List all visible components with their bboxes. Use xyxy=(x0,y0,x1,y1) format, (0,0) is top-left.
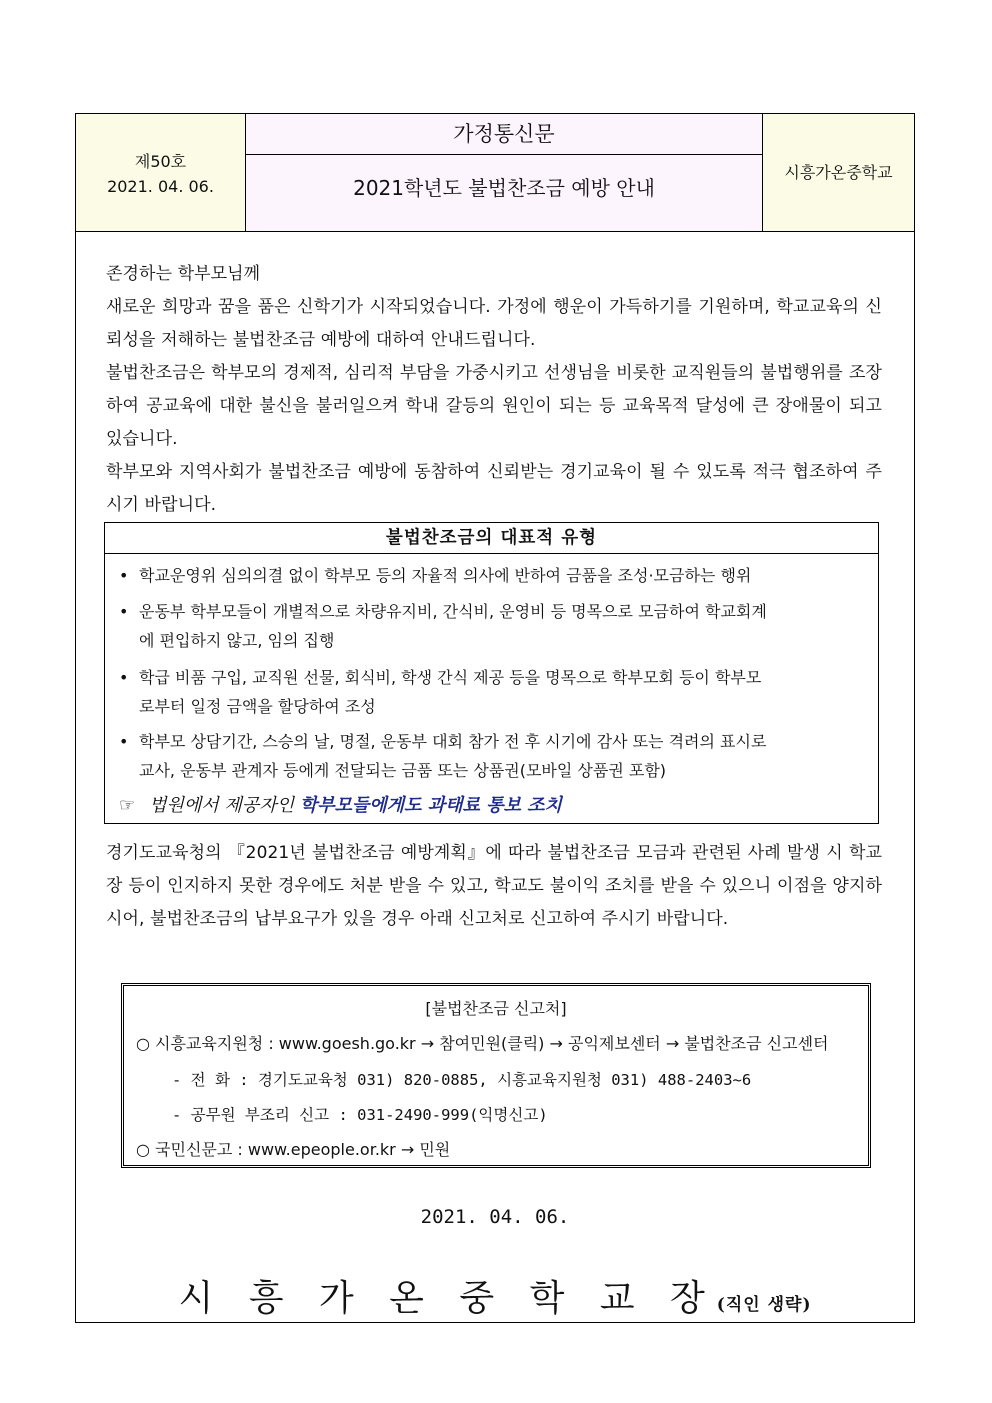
paragraph-2: 불법찬조금은 학부모의 경제적, 심리적 부담을 가중시키고 선생님을 비롯한 교직원들의 불법행위를 조장하여 공교육에 대한 불신을 불러일으켜 학내 갈등의 원인이 되는 등 교육목적 달성에 큰 장애물이 되고 있습니다. xyxy=(106,363,882,449)
issue-number: 제50호 xyxy=(134,152,187,171)
list-item: • 학부모 상담기간, 스승의 날, 명절, 운동부 대회 참가 전 후 시기에 감사 또는 격려의 표시로 교사, 운동부 관계자 등에게 전달되는 금품 또는 상품권(모바일 상품권 포함) xyxy=(119,727,864,785)
newsletter-title: 가정통신문 xyxy=(246,114,762,155)
seal-note: (직인 생략) xyxy=(716,1295,812,1315)
newsletter-frame xyxy=(75,113,915,1323)
issue-date: 2021. 04. 06. xyxy=(107,177,214,196)
title-cell xyxy=(246,114,763,231)
report-heading: [불법찬조금 신고처] xyxy=(425,999,567,1018)
report-line-phone: - 전 화 : 경기도교육청 031) 820-0885, 시흥교육지원청 031) 488-2403~6 xyxy=(172,1071,752,1089)
bullet-icon: • xyxy=(119,602,129,621)
pointing-hand-icon: ☞ xyxy=(119,795,136,816)
report-box xyxy=(121,983,871,1168)
report-line-corruption: - 공무원 부조리 신고 : 031-2490-999(익명신고) xyxy=(172,1106,548,1124)
school-name: 시흥가온중학교 xyxy=(763,114,914,231)
paragraph-3: 학부모와 지역사회가 불법찬조금 예방에 동참하여 신뢰받는 경기교육이 될 수 있도록 적극 협조하여 주시기 바랍니다. xyxy=(106,462,882,515)
paragraph-1: 새로운 희망과 꿈을 품은 신학기가 시작되었습니다. 가정에 행운이 가득하기를 기원하며, 학교교육의 신뢰성을 저해하는 불법찬조금 예방에 대하여 안내드립니다. xyxy=(106,297,882,350)
intro-section xyxy=(106,258,882,522)
report-line-epeople: ○ 국민신문고 : www.epeople.or.kr → 민원 xyxy=(136,1140,451,1159)
list-item: • 학급 비품 구입, 교직원 선물, 회식비, 학생 간식 제공 등을 명목으로 학부모회 등이 학부모 로부터 일정 금액을 할당하여 조성 xyxy=(119,663,864,721)
paragraph-4: 경기도교육청의 『2021년 불법찬조금 예방계획』에 따라 불법찬조금 모금과 관련된 사례 발생 시 학교장 등이 인지하지 못한 경우에도 처분 받을 수 있고, 학교도 불이익 조치를 받을 수 있으니 이점을 양지하시어, 불법찬조금의 납부요구가 있을 경우 아래 신고처로 신고하여 주시기 바랍니다. xyxy=(106,843,882,929)
newsletter-subtitle: 2021학년도 불법찬조금 예방 안내 xyxy=(353,176,655,200)
types-heading: 불법찬조금의 대표적 유형 xyxy=(105,523,878,554)
penalty-note: ☞ 법원에서 제공자인 학부모들에게도 과태료 통보 조치 xyxy=(119,795,562,816)
bullet-icon: • xyxy=(119,566,129,585)
report-line-education-office: ○ 시흥교육지원청 : www.goesh.go.kr → 참여민원(클릭) → 공익제보센터 → 불법찬조금 신고센터 xyxy=(136,1034,829,1053)
greeting: 존경하는 학부모님께 xyxy=(106,264,261,284)
header-table xyxy=(76,114,914,232)
bullet-icon: • xyxy=(119,668,129,687)
types-box xyxy=(104,522,879,824)
bullet-icon: • xyxy=(119,732,129,751)
principal-signature: 시 흥 가 온 중 학 교 장(직인 생략) xyxy=(178,1278,812,1319)
list-item: • 학교운영위 심의의결 없이 학부모 등의 자율적 의사에 반하여 금품을 조성·모금하는 행위 xyxy=(119,561,864,590)
footer-date: 2021. 04. 06. xyxy=(420,1206,570,1228)
list-item: • 운동부 학부모들이 개별적으로 차량유지비, 간식비, 운영비 등 명목으로 모금하여 학교회계 에 편입하지 않고, 임의 집행 xyxy=(119,597,864,655)
issue-cell xyxy=(76,114,246,231)
penalty-emphasis: 학부모들에게도 과태료 통보 조치 xyxy=(299,795,562,816)
